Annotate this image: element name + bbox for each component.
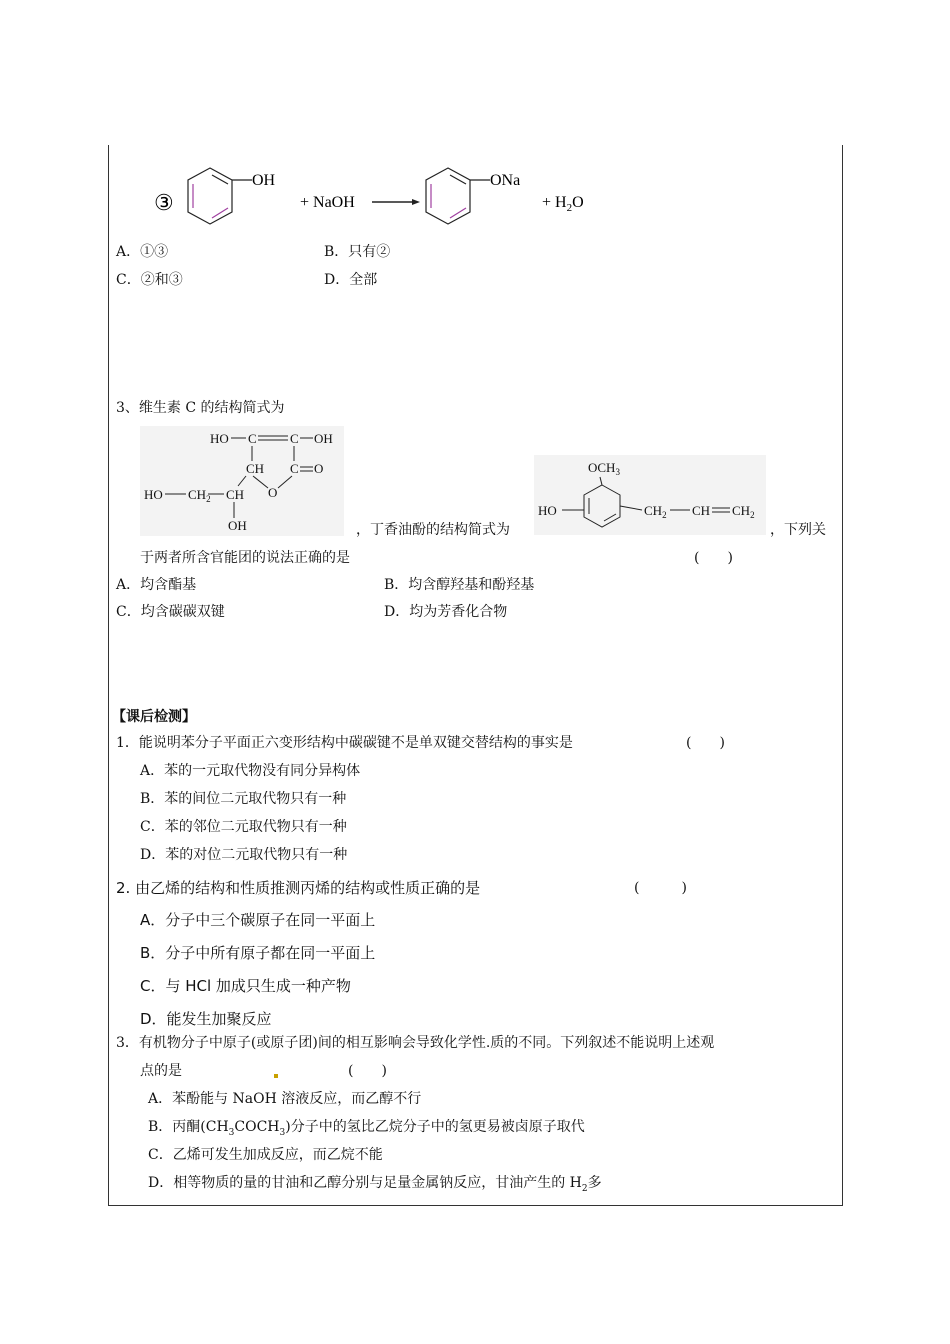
eugenol-structure [534,455,766,535]
svg-text:OCH3: $OCH_3$ [588,460,620,477]
p3-option-a[interactable]: A．苯酚能与 NaOH 溶液反应，而乙醇不行 [148,1091,422,1107]
p2-option-b[interactable]: B．分子中所有原子都在同一平面上 [140,944,376,962]
p3-stem: 3．有机物分子中原子(或原子团)间的相互影响会导致化学性.质的不同。下列叙述不能说明上述观 [116,1035,715,1051]
oh-label: OH [252,172,276,189]
p3-stem-2: 点的是 [140,1063,182,1079]
svg-text:CH: CH [226,487,245,502]
p1-stem: 1．能说明苯分子平面正六变形结构中碳碳键不是单双键交替结构的事实是 [116,735,573,751]
svg-text:C: C [248,431,257,446]
p1-option-a[interactable]: A．苯的一元取代物没有同分异构体 [140,763,361,779]
svg-text:O: O [314,461,324,476]
svg-text:C: C [290,461,299,476]
q2-option-b[interactable]: B．只有② [324,244,391,260]
reaction-3-diagram [140,160,620,240]
p3-option-c[interactable]: C．乙烯可发生加成反应，而乙烷不能 [148,1147,383,1163]
p2-option-c[interactable]: C．与 HCl 加成只生成一种产物 [140,977,351,995]
p1-option-b[interactable]: B．苯的间位二元取代物只有一种 [140,791,347,807]
q3-stem-2: 于两者所含官能团的说法正确的是 [140,550,350,566]
q3-option-c[interactable]: C．均含碳碳双键 [116,604,225,620]
p2-answer-paren: ( ) [634,880,687,896]
p3-option-d[interactable]: D．相等物质的量的甘油和乙醇分别与足量金属钠反应，甘油产生的 $H_2$多 [148,1175,602,1194]
q3-stem: 3、维生素 C 的结构简式为 [116,400,285,416]
q3-option-a[interactable]: A．均含酯基 [116,577,197,593]
svg-text:HO: HO [538,503,557,518]
svg-text:OH: OH [228,518,247,533]
svg-text:O: O [268,485,278,500]
p1-option-d[interactable]: D．苯的对位二元取代物只有一种 [140,847,348,863]
p3-option-b[interactable]: B．丙酮$(CH_3COCH_3)$分子中的氢比乙烷分子中的氢更易被卤原子取代 [148,1119,585,1138]
svg-text:CH2: $CH_2$ [732,503,755,520]
svg-text:HO: HO [144,487,163,502]
h2o-label: + $H_2O$ [542,194,584,214]
p3-answer-paren: ( ) [348,1063,387,1079]
p1-answer-paren: ( ) [686,735,725,751]
p1-option-c[interactable]: C．苯的邻位二元取代物只有一种 [140,819,347,835]
stray-mark [274,1074,278,1078]
svg-text:OH: OH [314,431,333,446]
svg-text:C: C [290,431,299,446]
benzene-ring-icon [188,168,252,224]
q3-mid-text: ，丁香油酚的结构简式为 [356,522,510,538]
ona-label: ONa [490,172,521,189]
p2-option-d[interactable]: D．能发生加聚反应 [140,1010,272,1028]
section-heading: 【课后检测】 [112,709,196,725]
reaction-number: ③ [154,190,174,215]
vitamin-c-structure [140,426,344,536]
svg-text:CH: CH [246,461,265,476]
svg-text:CH2: $CH_2$ [644,503,667,520]
q3-tail-text: ，下列关 [770,522,826,538]
benzene-ring-icon [426,168,490,224]
svg-text:CH: CH [692,503,711,518]
q3-option-b[interactable]: B．均含醇羟基和酚羟基 [384,577,535,593]
naoh-label: + NaOH [300,194,355,211]
q3-answer-paren: ( ) [694,550,733,566]
p2-option-a[interactable]: A．分子中三个碳原子在同一平面上 [140,911,376,929]
p2-stem: 2. 由乙烯的结构和性质推测丙烯的结构或性质正确的是 [116,879,481,897]
svg-text:HO: HO [210,431,229,446]
q3-option-d[interactable]: D．均为芳香化合物 [384,604,508,620]
q2-option-a[interactable]: A．①③ [116,244,169,260]
q2-option-c[interactable]: C．②和③ [116,272,183,288]
q2-option-d[interactable]: D．全部 [324,272,378,288]
svg-text:CH2: $CH_2$ [188,487,211,504]
